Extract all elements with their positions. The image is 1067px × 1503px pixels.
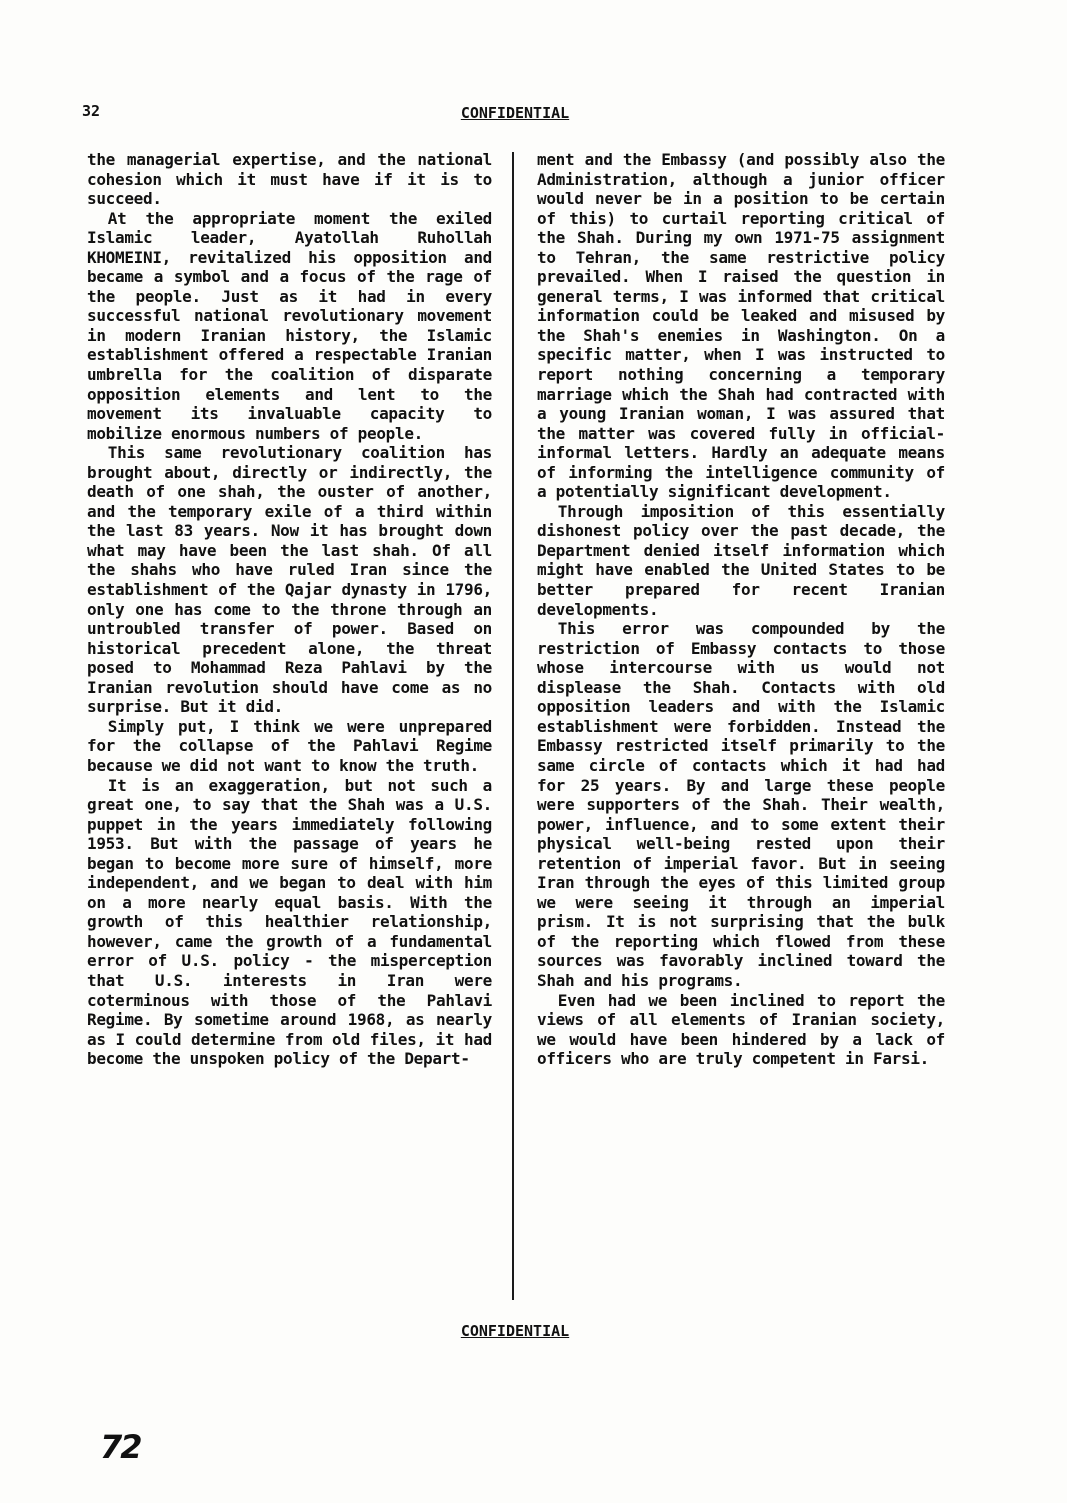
paragraph: Even had we been inclined to report the views of all elements of Iranian society, we would have been hindered by a lack of officers who are truly competent in Farsi. (537, 990, 945, 1069)
classification-header: CONFIDENTIAL (460, 104, 570, 122)
paragraph: ment and the Embassy (and possibly also the Administration, although a junior officer would never be in a position to be certain of this) to curtail reporting critical of the Shah. During my own 1971-75 assignment to Tehran, the same restrictive policy prevailed. When I raised the question in general terms, I was informed that critical information could be leaked and misused by the Shah's enemies in Washington. On a specific matter, when I was instructed to report nothing concerning a temporary marriage which the Shah had contracted with a young Iranian woman, I was assured that the matter was covered fully in official-informal letters. Hardly an adequate means of informing the intelligence community of a potentially significant development. (537, 150, 945, 502)
classification-footer: CONFIDENTIAL (460, 1322, 570, 1340)
folio-number: 72 (100, 1428, 141, 1466)
paragraph: Through imposition of this essentially dishonest policy over the past decade, the Department denied itself information which might have enabled the United States to be better prepared for recent Iranian developments. (537, 501, 945, 619)
left-column (87, 150, 492, 1069)
right-column (537, 150, 945, 1069)
paragraph: It is an exaggeration, but not such a great one, to say that the Shah was a U.S. puppet in the years immediately following 1953. But with the passage of years he began to become more sure of himself, more independent, and we began to deal with him on a more nearly equal basis. With the growth of this healthier relationship, however, came the growth of a fundamental error of U.S. policy - the misperception that U.S. interests in Iran were coterminous with those of the Pahlavi Regime. By sometime around 1968, as nearly as I could determine from old files, it had become the unspoken policy of the Depart- (87, 775, 492, 1069)
column-divider (512, 152, 514, 1300)
page-number: 32 (82, 102, 101, 120)
paragraph: This error was compounded by the restriction of Embassy contacts to those whose intercourse with us would not displease the Shah. Contacts with old opposition leaders and with the Islamic establishment were forbidden. Instead the Embassy restricted itself primarily to the same circle of contacts which it had had for 25 years. By and large these people were supporters of the Shah. Their wealth, power, influence, and to some extent their physical well-being rested upon their retention of imperial favor. But in seeing Iran through the eyes of this limited group we were seeing it through an imperial prism. It is not surprising that the bulk of the reporting which flowed from these sources was favorably inclined toward the Shah and his programs. (537, 619, 945, 990)
paragraph: Simply put, I think we were unprepared for the collapse of the Pahlavi Regime because we did not want to know the truth. (87, 716, 492, 775)
paragraph: At the appropriate moment the exiled Islamic leader, Ayatollah Ruhollah KHOMEINI, revitalized his opposition and became a symbol and a focus of the rage of the people. Just as it had in every successful national revolutionary movement in modern Iranian history, the Islamic establishment offered a respectable Iranian umbrella for the coalition of disparate opposition elements and lent to the movement its invaluable capacity to mobilize enormous numbers of people. (87, 208, 492, 443)
paragraph: This same revolutionary coalition has brought about, directly or indirectly, the death of one shah, the ouster of another, and the temporary exile of a third within the last 83 years. Now it has brought down what may have been the last shah. Of all the shahs who have ruled Iran since the establishment of the Qajar dynasty in 1796, only one has come to the throne through an untroubled transfer of power. Based on historical precedent alone, the threat posed to Mohammad Reza Pahlavi by the Iranian revolution should have come as no surprise. But it did. (87, 443, 492, 717)
paragraph: the managerial expertise, and the national cohesion which it must have if it is to succeed. (87, 150, 492, 209)
